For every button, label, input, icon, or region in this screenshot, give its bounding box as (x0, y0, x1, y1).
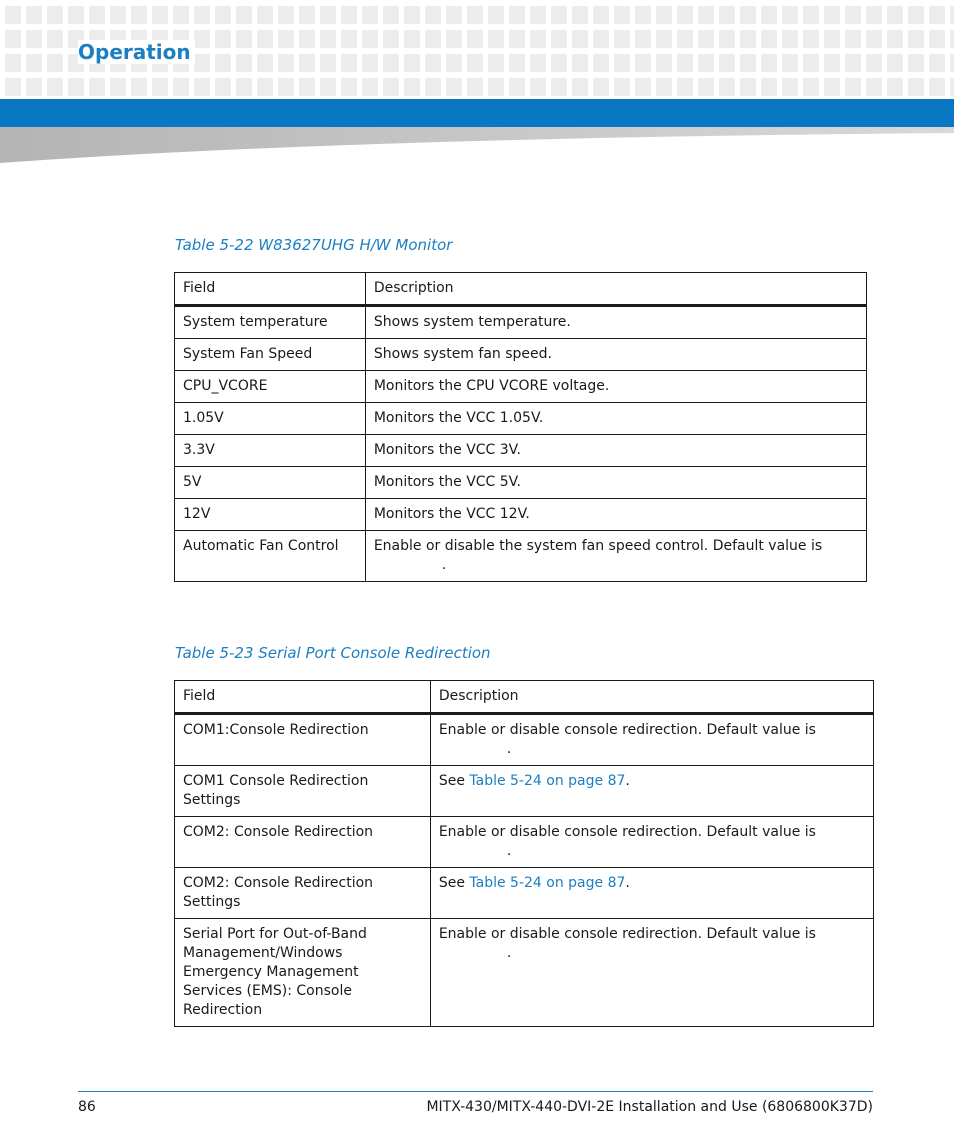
cell-field: System temperature (175, 306, 366, 339)
cell-description: Monitors the VCC 3V. (365, 435, 866, 467)
cell-description: Monitors the VCC 5V. (365, 467, 866, 499)
header-swoosh (0, 127, 954, 163)
default-value-period: . (506, 843, 512, 859)
table-5-24-link[interactable]: Table 5-24 on page 87 (469, 875, 626, 891)
header-description: Description (430, 681, 873, 714)
table-row (175, 817, 874, 868)
serial-console-table (174, 680, 874, 1027)
table-row (175, 766, 874, 817)
cell-description (430, 919, 873, 1027)
table-header-row (175, 273, 867, 306)
cell-field: 3.3V (175, 435, 366, 467)
cell-field: 1.05V (175, 403, 366, 435)
table-row (175, 435, 867, 467)
section-title: Operation (78, 40, 195, 64)
header-field: Field (175, 681, 431, 714)
cell-description (430, 868, 873, 919)
description-text: Enable or disable console redirection. Default value is (438, 926, 816, 942)
cell-field: COM1:Console Redirection (175, 714, 431, 766)
see-text: See (438, 773, 465, 789)
table-row (175, 531, 867, 582)
table2-caption: Table 5-23 Serial Port Console Redirection (175, 644, 491, 662)
table-row (175, 371, 867, 403)
table-row (175, 714, 874, 766)
default-value-period: . (506, 945, 512, 961)
cell-field: Automatic Fan Control (175, 531, 366, 582)
footer-rule (78, 1091, 873, 1092)
description-text: Enable or disable console redirection. Default value is (438, 824, 816, 840)
link-trailing-period: . (625, 773, 630, 789)
table1-caption: Table 5-22 W83627UHG H/W Monitor (175, 236, 453, 254)
table-row (175, 339, 867, 371)
table-5-24-link[interactable]: Table 5-24 on page 87 (469, 773, 626, 789)
cell-field: 5V (175, 467, 366, 499)
default-value-period: . (506, 741, 512, 757)
header-blue-bar (0, 99, 954, 127)
table-row (175, 306, 867, 339)
cell-field: System Fan Speed (175, 339, 366, 371)
document-title: MITX-430/MITX-440-DVI-2E Installation and Use (6806800K37D) (426, 1099, 873, 1115)
cell-field: CPU_VCORE (175, 371, 366, 403)
see-text: See (438, 875, 465, 891)
cell-description: Monitors the CPU VCORE voltage. (365, 371, 866, 403)
cell-field: Serial Port for Out-of-Band Management/Windows Emergency Management Services (EMS): Console Redirection (175, 919, 431, 1027)
table-row (175, 499, 867, 531)
link-trailing-period: . (625, 875, 630, 891)
table-header-row (175, 681, 874, 714)
cell-description: Monitors the VCC 12V. (365, 499, 866, 531)
table-row (175, 403, 867, 435)
default-value-period: . (441, 557, 447, 573)
table-row (175, 868, 874, 919)
hw-monitor-table (174, 272, 867, 582)
header-field: Field (175, 273, 366, 306)
cell-description: Shows system fan speed. (365, 339, 866, 371)
description-text: Enable or disable the system fan speed control. Default value is (373, 538, 823, 554)
cell-description (430, 766, 873, 817)
table-row (175, 919, 874, 1027)
cell-description (430, 817, 873, 868)
cell-field: COM2: Console Redirection Settings (175, 868, 431, 919)
cell-description (430, 714, 873, 766)
cell-description: Monitors the VCC 1.05V. (365, 403, 866, 435)
page-number: 86 (78, 1099, 96, 1115)
table-row (175, 467, 867, 499)
cell-description (365, 531, 866, 582)
cell-field: COM1 Console Redirection Settings (175, 766, 431, 817)
cell-description: Shows system temperature. (365, 306, 866, 339)
cell-field: 12V (175, 499, 366, 531)
description-text: Enable or disable console redirection. Default value is (438, 722, 816, 738)
header-description: Description (365, 273, 866, 306)
cell-field: COM2: Console Redirection (175, 817, 431, 868)
